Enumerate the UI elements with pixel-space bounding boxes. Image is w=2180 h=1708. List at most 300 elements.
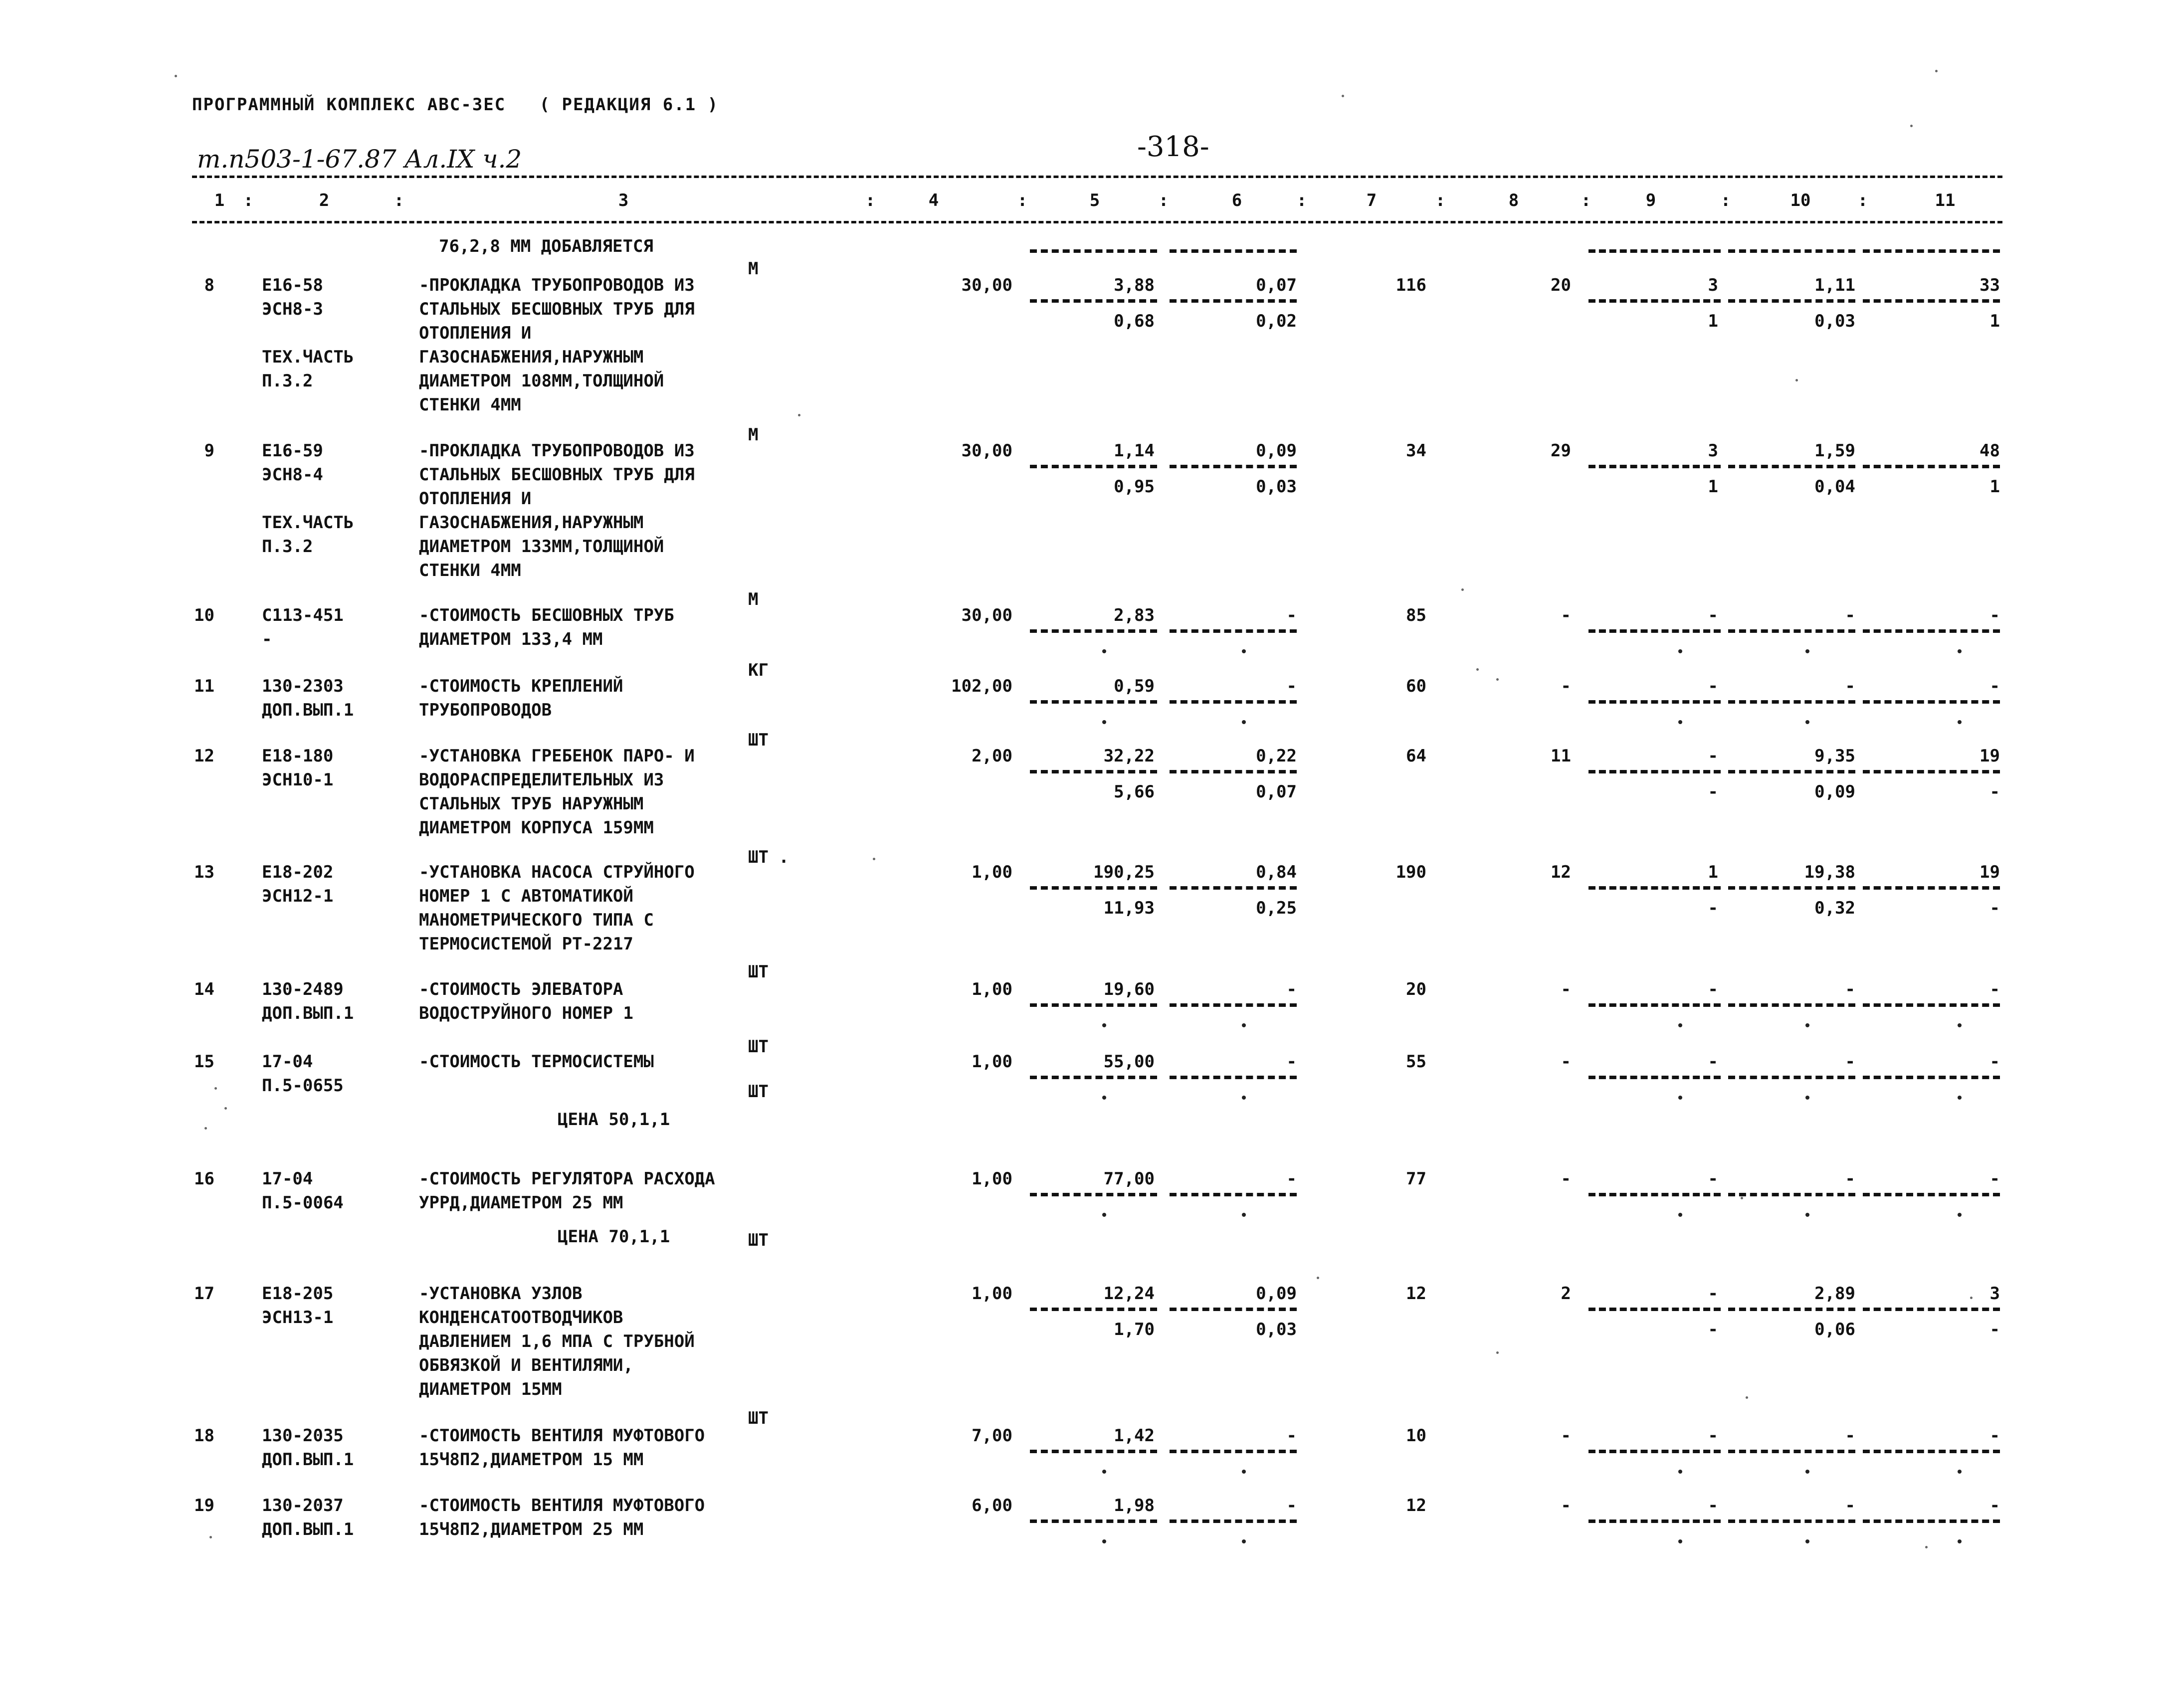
work-description-line: -СТОИМОСТЬ РЕГУЛЯТОРА РАСХОДА (419, 1169, 715, 1189)
work-description-line: СТЕНКИ 4ММ (419, 561, 521, 580)
labour-total-cell: - (1989, 1052, 2000, 1072)
rate-code: 17-04 (262, 1169, 313, 1189)
row-number: 19 (194, 1496, 214, 1516)
subtotal-dash-line (1170, 886, 1297, 890)
rate-code-secondary: П.5-0064 (262, 1193, 344, 1213)
rate-code: Е16-59 (262, 441, 323, 461)
total-cost-cell: 64 (1406, 746, 1426, 766)
subtotal-dash-line (1030, 465, 1157, 468)
subtotal-dash-line (1588, 1450, 1721, 1453)
rate-code-secondary: ДОП.ВЫП.1 (262, 1450, 354, 1470)
continuation-dash-line (1728, 249, 1855, 253)
scan-speck (1476, 668, 1479, 671)
labour-total-cell: - (1989, 676, 2000, 696)
labour-cell: 2,89 (1814, 1284, 1855, 1304)
wage-cost-sub-cell: 0,07 (1256, 782, 1297, 802)
total-cost-cell: 60 (1406, 676, 1426, 696)
quantity-cell: 102,00 (951, 676, 1012, 696)
work-description-line: 15Ч8П2,ДИАМЕТРОМ 25 ММ (419, 1519, 644, 1539)
subtotal-dash-line (1170, 299, 1297, 303)
total-cost-cell: 20 (1406, 979, 1426, 999)
empty-value-mark (1958, 649, 1962, 653)
total-cost-cell: 12 (1406, 1284, 1426, 1304)
empty-value-mark (1242, 1539, 1246, 1543)
scan-speck (873, 858, 875, 860)
subtotal-dash-line (1863, 770, 2000, 773)
work-description-line: КОНДЕНСАТООТВОДЧИКОВ (419, 1308, 623, 1328)
wage-cost-sub-cell: 0,25 (1256, 898, 1297, 918)
subtotal-dash-line (1728, 700, 1855, 704)
labour-total-sub-cell: - (1989, 898, 2000, 918)
labour-cell: 9,35 (1814, 746, 1855, 766)
empty-value-mark (1102, 1096, 1106, 1100)
unit-label: ШТ (748, 1037, 769, 1057)
scan-speck (1317, 1277, 1319, 1279)
labour-sub-cell: 0,06 (1814, 1320, 1855, 1339)
work-description-line: ДИАМЕТРОМ 133,4 ММ (419, 629, 603, 649)
rate-code-clause: П.3.2 (262, 371, 313, 391)
continuation-dash-line (1030, 249, 1157, 253)
work-description-line: -СТОИМОСТЬ ВЕНТИЛЯ МУФТОВОГО (419, 1426, 705, 1446)
unit-cost-sub-cell: 0,95 (1114, 477, 1155, 497)
work-description-line: НОМЕР 1 С АВТОМАТИКОЙ (419, 886, 633, 906)
quantity-cell: 1,00 (972, 979, 1012, 999)
work-description-line: -УСТАНОВКА УЗЛОВ (419, 1284, 583, 1304)
scan-speck (1461, 588, 1464, 591)
work-description-line: ДИАМЕТРОМ 133ММ,ТОЛЩИНОЙ (419, 537, 664, 557)
column-number: 6 (1231, 190, 1242, 210)
labour-cell: 1,11 (1814, 275, 1855, 295)
total-cost-cell: 190 (1395, 862, 1426, 882)
subtotal-dash-line (1030, 886, 1157, 890)
subtotal-dash-line (1863, 1308, 2000, 1311)
wage-total-cell: 20 (1551, 275, 1571, 295)
rate-code-secondary: ДОП.ВЫП.1 (262, 1003, 354, 1023)
rate-code: Е18-205 (262, 1284, 334, 1304)
subtotal-dash-line (1728, 1193, 1855, 1196)
unit-cost-cell: 1,14 (1114, 441, 1155, 461)
wage-total-cell: 29 (1551, 441, 1571, 461)
header-rule-bottom (192, 221, 2002, 223)
empty-value-mark (1102, 1023, 1106, 1027)
wage-total-cell: - (1561, 605, 1571, 625)
empty-value-mark (1678, 1096, 1682, 1100)
subtotal-dash-line (1030, 1450, 1157, 1453)
total-cost-cell: 12 (1406, 1496, 1426, 1516)
quantity-cell: 30,00 (961, 605, 1012, 625)
scan-speck (798, 414, 800, 416)
subtotal-dash-line (1588, 1308, 1721, 1311)
unit-cost-cell: 32,22 (1103, 746, 1155, 766)
machine-cost-cell: 3 (1708, 275, 1718, 295)
scan-speck (1970, 1297, 1973, 1299)
empty-value-mark (1958, 1470, 1962, 1474)
work-description-line: -СТОИМОСТЬ БЕСШОВНЫХ ТРУБ (419, 605, 674, 625)
subtotal-dash-line (1588, 1003, 1721, 1007)
document-id: т.п503-1-67.87 Ал.IX ч.2 (197, 145, 522, 174)
unit-label: ШТ (748, 730, 769, 750)
work-description-line: ДАВЛЕНИЕМ 1,6 МПА С ТРУБНОЙ (419, 1331, 695, 1351)
machine-cost-cell: - (1708, 1052, 1718, 1072)
column-separator: : (1296, 190, 1307, 210)
work-description-line: ОТОПЛЕНИЯ И (419, 489, 532, 509)
rate-code-secondary: ЭСН13-1 (262, 1308, 334, 1328)
row-number: 8 (204, 275, 214, 295)
column-number: 4 (928, 190, 939, 210)
subtotal-dash-line (1170, 1308, 1297, 1311)
scan-speck (204, 1127, 207, 1130)
unit-cost-sub-cell: 11,93 (1103, 898, 1155, 918)
machine-cost-cell: - (1708, 746, 1718, 766)
labour-cell: - (1845, 676, 1855, 696)
unit-label: ШТ . (748, 847, 789, 867)
unit-cost-cell: 2,83 (1114, 605, 1155, 625)
wage-cost-cell: 0,07 (1256, 275, 1297, 295)
subtotal-dash-line (1728, 1519, 1855, 1523)
subtotal-dash-line (1170, 1003, 1297, 1007)
subtotal-dash-line (1863, 1450, 2000, 1453)
empty-value-mark (1958, 720, 1962, 724)
row-number: 9 (204, 441, 214, 461)
empty-value-mark (1958, 1096, 1962, 1100)
labour-sub-cell: 0,09 (1814, 782, 1855, 802)
subtotal-dash-line (1728, 465, 1855, 468)
scan-speck (175, 75, 177, 77)
subtotal-dash-line (1170, 700, 1297, 704)
empty-value-mark (1678, 1470, 1682, 1474)
labour-total-cell: - (1989, 1496, 2000, 1516)
wage-cost-cell: 0,09 (1256, 441, 1297, 461)
subtotal-dash-line (1863, 1519, 2000, 1523)
unit-label: М (748, 425, 759, 445)
continuation-text: 76,2,8 ММ ДОБАВЛЯЕТСЯ (439, 236, 653, 256)
subtotal-dash-line (1728, 770, 1855, 773)
column-number: 8 (1508, 190, 1519, 210)
subtotal-dash-line (1170, 465, 1297, 468)
work-description-line: ОТОПЛЕНИЯ И (419, 323, 532, 343)
wage-cost-cell: - (1286, 676, 1297, 696)
unit-label: ШТ (748, 1408, 769, 1428)
scan-speck (1925, 1546, 1928, 1548)
wage-cost-cell: - (1286, 1052, 1297, 1072)
unit-cost-cell: 77,00 (1103, 1169, 1155, 1189)
work-description-line: ВОДОРАСПРЕДЕЛИТЕЛЬНЫХ ИЗ (419, 770, 664, 790)
subtotal-dash-line (1030, 770, 1157, 773)
column-number: 1 (214, 190, 225, 210)
machine-cost-cell: - (1708, 1169, 1718, 1189)
column-separator: : (243, 190, 254, 210)
wage-total-cell: 11 (1551, 746, 1571, 766)
quantity-cell: 2,00 (972, 746, 1012, 766)
column-separator: : (394, 190, 404, 210)
quantity-cell: 30,00 (961, 275, 1012, 295)
labour-total-cell: 19 (1980, 746, 2000, 766)
total-cost-cell: 116 (1395, 275, 1426, 295)
quantity-cell: 7,00 (972, 1426, 1012, 1446)
total-cost-cell: 77 (1406, 1169, 1426, 1189)
unit-cost-cell: 12,24 (1103, 1284, 1155, 1304)
price-note: ЦЕНА 50,1,1 (558, 1110, 670, 1130)
wage-cost-cell: - (1286, 979, 1297, 999)
labour-total-cell: - (1989, 979, 2000, 999)
total-cost-cell: 85 (1406, 605, 1426, 625)
empty-value-mark (1805, 1096, 1809, 1100)
empty-value-mark (1242, 1213, 1246, 1217)
wage-cost-sub-cell: 0,03 (1256, 477, 1297, 497)
continuation-dash-line (1170, 249, 1297, 253)
unit-label: ШТ (748, 962, 769, 982)
work-description-line: -УСТАНОВКА ГРЕБЕНОК ПАРО- И (419, 746, 695, 766)
column-number: 7 (1366, 190, 1377, 210)
work-description-line: -ПРОКЛАДКА ТРУБОПРОВОДОВ ИЗ (419, 275, 695, 295)
scan-speck (214, 1087, 217, 1090)
work-description-line: ГАЗОСНАБЖЕНИЯ,НАРУЖНЫМ (419, 513, 644, 533)
empty-value-mark (1678, 1213, 1682, 1217)
machine-cost-sub-cell: - (1708, 782, 1718, 802)
scan-speck (209, 1536, 212, 1538)
empty-value-mark (1678, 1023, 1682, 1027)
subtotal-dash-line (1728, 629, 1855, 633)
rate-code: 130-2037 (262, 1496, 344, 1516)
subtotal-dash-line (1170, 629, 1297, 633)
scan-speck (1342, 95, 1344, 97)
machine-cost-cell: - (1708, 1426, 1718, 1446)
scan-speck (1496, 1351, 1499, 1354)
labour-total-cell: 33 (1980, 275, 2000, 295)
rate-code-secondary: ЭСН12-1 (262, 886, 334, 906)
empty-value-mark (1102, 1470, 1106, 1474)
column-separator: : (1720, 190, 1731, 210)
rate-code-clause: П.3.2 (262, 537, 313, 557)
scan-speck (1935, 70, 1938, 72)
work-description-line: ДИАМЕТРОМ 108ММ,ТОЛЩИНОЙ (419, 371, 664, 391)
scan-speck (1910, 125, 1913, 127)
work-description-line: -СТОИМОСТЬ КРЕПЛЕНИЙ (419, 676, 623, 696)
rate-code-reference: ТЕХ.ЧАСТЬ (262, 347, 354, 367)
work-description-line: -СТОИМОСТЬ ВЕНТИЛЯ МУФТОВОГО (419, 1496, 705, 1516)
column-separator: : (1158, 190, 1169, 210)
subtotal-dash-line (1588, 770, 1721, 773)
subtotal-dash-line (1728, 1003, 1855, 1007)
subtotal-dash-line (1863, 299, 2000, 303)
machine-cost-cell: 3 (1708, 441, 1718, 461)
unit-cost-sub-cell: 0,68 (1114, 311, 1155, 331)
machine-cost-cell: - (1708, 676, 1718, 696)
work-description-line: 15Ч8П2,ДИАМЕТРОМ 15 ММ (419, 1450, 644, 1470)
column-separator: : (1435, 190, 1446, 210)
wage-total-cell: 2 (1561, 1284, 1571, 1304)
rate-code-secondary: П.5-0655 (262, 1076, 344, 1096)
work-description-line: ТЕРМОСИСТЕМОЙ РТ-2217 (419, 934, 633, 954)
rate-code: С113-451 (262, 605, 344, 625)
empty-value-mark (1805, 1539, 1809, 1543)
rate-code-secondary: ЭСН8-4 (262, 465, 323, 485)
scan-speck (1746, 1396, 1748, 1399)
unit-cost-cell: 0,59 (1114, 676, 1155, 696)
labour-cell: - (1845, 1052, 1855, 1072)
wage-total-cell: - (1561, 1169, 1571, 1189)
empty-value-mark (1242, 1470, 1246, 1474)
subtotal-dash-line (1728, 1308, 1855, 1311)
subtotal-dash-line (1030, 1003, 1157, 1007)
column-number: 11 (1935, 190, 1956, 210)
wage-cost-cell: 0,09 (1256, 1284, 1297, 1304)
unit-cost-sub-cell: 1,70 (1114, 1320, 1155, 1339)
labour-cell: 19,38 (1804, 862, 1855, 882)
empty-value-mark (1678, 649, 1682, 653)
machine-cost-cell: - (1708, 1496, 1718, 1516)
machine-cost-cell: - (1708, 605, 1718, 625)
subtotal-dash-line (1170, 1519, 1297, 1523)
subtotal-dash-line (1863, 1193, 2000, 1196)
work-description-line: СТАЛЬНЫХ БЕСШОВНЫХ ТРУБ ДЛЯ (419, 299, 695, 319)
labour-total-cell: 3 (1989, 1284, 2000, 1304)
subtotal-dash-line (1728, 1450, 1855, 1453)
empty-value-mark (1242, 649, 1246, 653)
labour-cell: - (1845, 979, 1855, 999)
unit-label: КГ (748, 660, 769, 680)
work-description-line: -СТОИМОСТЬ ЭЛЕВАТОРА (419, 979, 623, 999)
machine-cost-sub-cell: 1 (1708, 311, 1718, 331)
subtotal-dash-line (1728, 299, 1855, 303)
wage-cost-cell: - (1286, 1496, 1297, 1516)
rate-code-secondary: ЭСН10-1 (262, 770, 334, 790)
wage-cost-cell: - (1286, 605, 1297, 625)
empty-value-mark (1102, 720, 1106, 724)
rate-code: Е18-202 (262, 862, 334, 882)
subtotal-dash-line (1588, 1076, 1721, 1079)
column-separator: : (1017, 190, 1028, 210)
labour-cell: 1,59 (1814, 441, 1855, 461)
labour-total-sub-cell: 1 (1989, 477, 2000, 497)
rate-code-secondary: ДОП.ВЫП.1 (262, 1519, 354, 1539)
column-number: 5 (1089, 190, 1100, 210)
labour-sub-cell: 0,32 (1814, 898, 1855, 918)
machine-cost-cell: 1 (1708, 862, 1718, 882)
quantity-cell: 30,00 (961, 441, 1012, 461)
column-number: 2 (319, 190, 330, 210)
total-cost-cell: 55 (1406, 1052, 1426, 1072)
subtotal-dash-line (1170, 1076, 1297, 1079)
row-number: 17 (194, 1284, 214, 1304)
work-description-line: -ПРОКЛАДКА ТРУБОПРОВОДОВ ИЗ (419, 441, 695, 461)
column-number: 9 (1645, 190, 1656, 210)
row-number: 14 (194, 979, 214, 999)
subtotal-dash-line (1170, 1193, 1297, 1196)
rate-code-secondary: - (262, 629, 272, 649)
empty-value-mark (1242, 720, 1246, 724)
price-note: ЦЕНА 70,1,1 (558, 1227, 670, 1247)
continuation-dash-line (1863, 249, 2000, 253)
subtotal-dash-line (1030, 700, 1157, 704)
rate-code: Е18-180 (262, 746, 334, 766)
subtotal-dash-line (1588, 886, 1721, 890)
wage-cost-cell: 0,22 (1256, 746, 1297, 766)
rate-code: 130-2035 (262, 1426, 344, 1446)
work-description-line: МАНОМЕТРИЧЕСКОГО ТИПА С (419, 910, 654, 930)
work-description-line: ДИАМЕТРОМ КОРПУСА 159ММ (419, 818, 654, 838)
empty-value-mark (1805, 649, 1809, 653)
empty-value-mark (1242, 1096, 1246, 1100)
wage-total-cell: - (1561, 1052, 1571, 1072)
empty-value-mark (1958, 1023, 1962, 1027)
unit-cost-cell: 55,00 (1103, 1052, 1155, 1072)
wage-total-cell: 12 (1551, 862, 1571, 882)
quantity-cell: 1,00 (972, 1284, 1012, 1304)
quantity-cell: 1,00 (972, 1052, 1012, 1072)
quantity-cell: 6,00 (972, 1496, 1012, 1516)
unit-label: ШТ (748, 1082, 769, 1102)
rate-code: 17-04 (262, 1052, 313, 1072)
rate-code-secondary: ДОП.ВЫП.1 (262, 700, 354, 720)
labour-sub-cell: 0,03 (1814, 311, 1855, 331)
row-number: 13 (194, 862, 214, 882)
unit-cost-cell: 3,88 (1114, 275, 1155, 295)
wage-total-cell: - (1561, 979, 1571, 999)
quantity-cell: 1,00 (972, 1169, 1012, 1189)
subtotal-dash-line (1588, 629, 1721, 633)
row-number: 10 (194, 605, 214, 625)
empty-value-mark (1242, 1023, 1246, 1027)
scan-speck (1795, 379, 1798, 381)
wage-cost-sub-cell: 0,02 (1256, 311, 1297, 331)
column-separator: : (865, 190, 876, 210)
work-description-line: ТРУБОПРОВОДОВ (419, 700, 552, 720)
labour-total-cell: 48 (1980, 441, 2000, 461)
subtotal-dash-line (1863, 465, 2000, 468)
labour-total-cell: 19 (1980, 862, 2000, 882)
unit-cost-sub-cell: 5,66 (1114, 782, 1155, 802)
work-description-line: СТЕНКИ 4ММ (419, 395, 521, 415)
labour-total-cell: - (1989, 1426, 2000, 1446)
scan-speck (1496, 678, 1499, 681)
rate-code-secondary: ЭСН8-3 (262, 299, 323, 319)
column-separator: : (1857, 190, 1868, 210)
empty-value-mark (1805, 720, 1809, 724)
column-separator: : (1581, 190, 1591, 210)
machine-cost-cell: - (1708, 1284, 1718, 1304)
work-description-line: УРРД,ДИАМЕТРОМ 25 ММ (419, 1193, 623, 1213)
unit-cost-cell: 1,98 (1114, 1496, 1155, 1516)
scan-speck (1741, 1197, 1743, 1199)
empty-value-mark (1678, 720, 1682, 724)
labour-cell: - (1845, 605, 1855, 625)
subtotal-dash-line (1863, 700, 2000, 704)
empty-value-mark (1805, 1470, 1809, 1474)
subtotal-dash-line (1588, 1519, 1721, 1523)
unit-label: М (748, 259, 759, 279)
row-number: 16 (194, 1169, 214, 1189)
rate-code-reference: ТЕХ.ЧАСТЬ (262, 513, 354, 533)
wage-cost-cell: - (1286, 1169, 1297, 1189)
work-description-line: ГАЗОСНАБЖЕНИЯ,НАРУЖНЫМ (419, 347, 644, 367)
total-cost-cell: 34 (1406, 441, 1426, 461)
machine-cost-cell: - (1708, 979, 1718, 999)
work-description-line: -СТОИМОСТЬ ТЕРМОСИСТЕМЫ (419, 1052, 654, 1072)
subtotal-dash-line (1588, 700, 1721, 704)
labour-sub-cell: 0,04 (1814, 477, 1855, 497)
work-description-line: СТАЛЬНЫХ ТРУБ НАРУЖНЫМ (419, 794, 644, 814)
labour-cell: - (1845, 1169, 1855, 1189)
labour-total-sub-cell: - (1989, 1320, 2000, 1339)
rate-code: 130-2303 (262, 676, 344, 696)
wage-cost-cell: - (1286, 1426, 1297, 1446)
subtotal-dash-line (1030, 629, 1157, 633)
labour-cell: - (1845, 1496, 1855, 1516)
labour-total-sub-cell: - (1989, 782, 2000, 802)
row-number: 18 (194, 1426, 214, 1446)
subtotal-dash-line (1588, 1193, 1721, 1196)
